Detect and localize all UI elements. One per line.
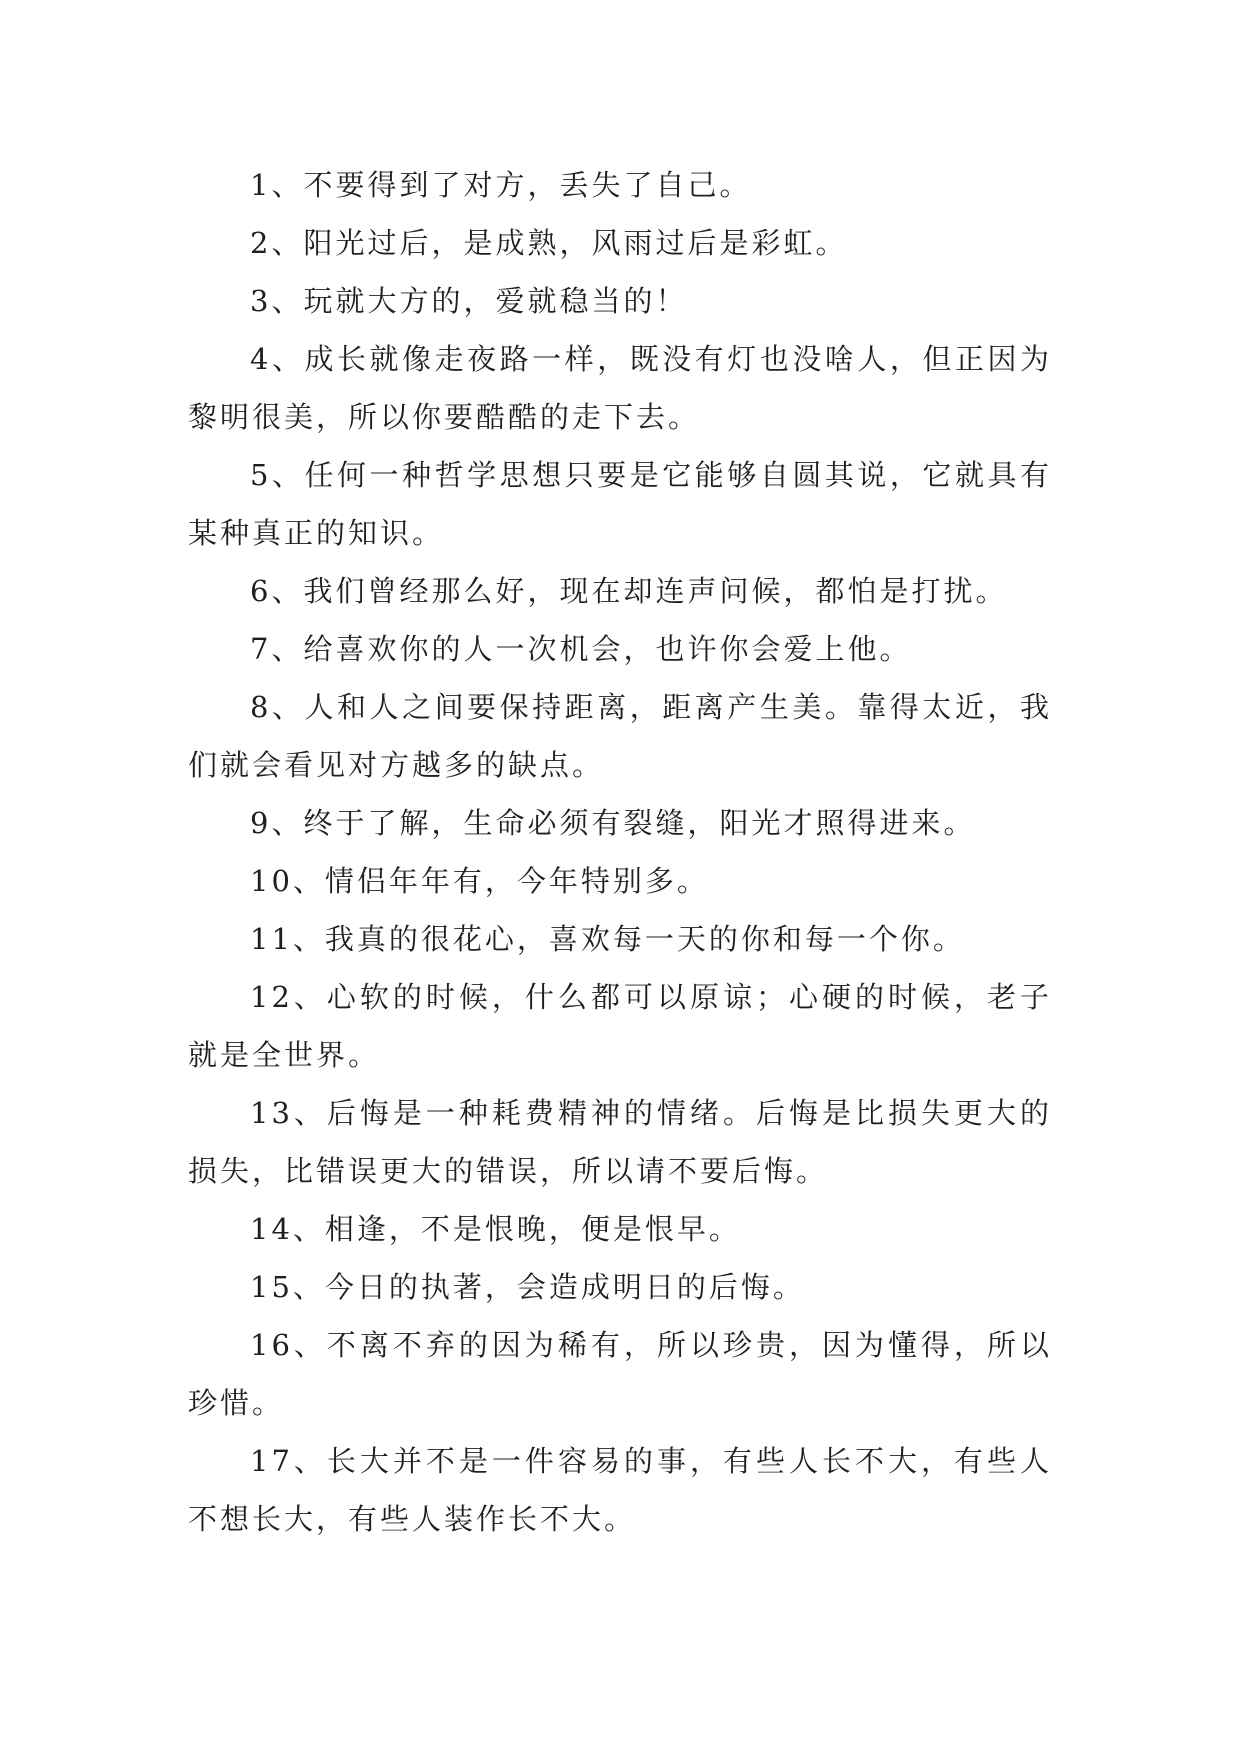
quote-paragraph-15: 15、今日的执著，会造成明日的后悔。 <box>250 1270 805 1304</box>
quote-paragraph-6: 6、我们曾经那么好，现在却连声问候，都怕是打扰。 <box>250 574 1008 608</box>
quote-paragraph-2: 2、阳光过后，是成熟，风雨过后是彩虹。 <box>250 226 848 260</box>
quote-paragraph-14: 14、相逢，不是恨晚，便是恨早。 <box>250 1212 741 1246</box>
quote-paragraph-1: 1、不要得到了对方，丢失了自己。 <box>250 168 752 202</box>
quote-paragraph-5: 5、任何一种哲学思想只要是它能够自圆其说，它就具有某种真正的知识。 <box>188 458 1052 550</box>
quote-paragraph-13: 13、后悔是一种耗费精神的情绪。后悔是比损失更大的损失，比错误更大的错误，所以请不要后悔。 <box>188 1096 1052 1188</box>
quote-paragraph-17: 17、长大并不是一件容易的事，有些人长不大，有些人不想长大，有些人装作长不大。 <box>188 1444 1052 1536</box>
quote-paragraph-3: 3、玩就大方的，爱就稳当的！ <box>250 284 688 318</box>
quote-paragraph-16: 16、不离不弃的因为稀有，所以珍贵，因为懂得，所以珍惜。 <box>188 1328 1052 1420</box>
quote-paragraph-11: 11、我真的很花心，喜欢每一天的你和每一个你。 <box>250 922 965 956</box>
document-body <box>188 156 1052 1548</box>
quote-paragraph-9: 9、终于了解，生命必须有裂缝，阳光才照得进来。 <box>250 806 976 840</box>
quote-paragraph-8: 8、人和人之间要保持距离，距离产生美。靠得太近，我们就会看见对方越多的缺点。 <box>188 690 1052 782</box>
quote-paragraph-7: 7、给喜欢你的人一次机会，也许你会爱上他。 <box>250 632 912 666</box>
quote-paragraph-12: 12、心软的时候，什么都可以原谅；心硬的时候，老子就是全世界。 <box>188 980 1052 1072</box>
quote-paragraph-10: 10、情侣年年有，今年特别多。 <box>250 864 709 898</box>
quote-paragraph-4: 4、成长就像走夜路一样，既没有灯也没啥人，但正因为黎明很美，所以你要酷酷的走下去。 <box>188 342 1052 434</box>
